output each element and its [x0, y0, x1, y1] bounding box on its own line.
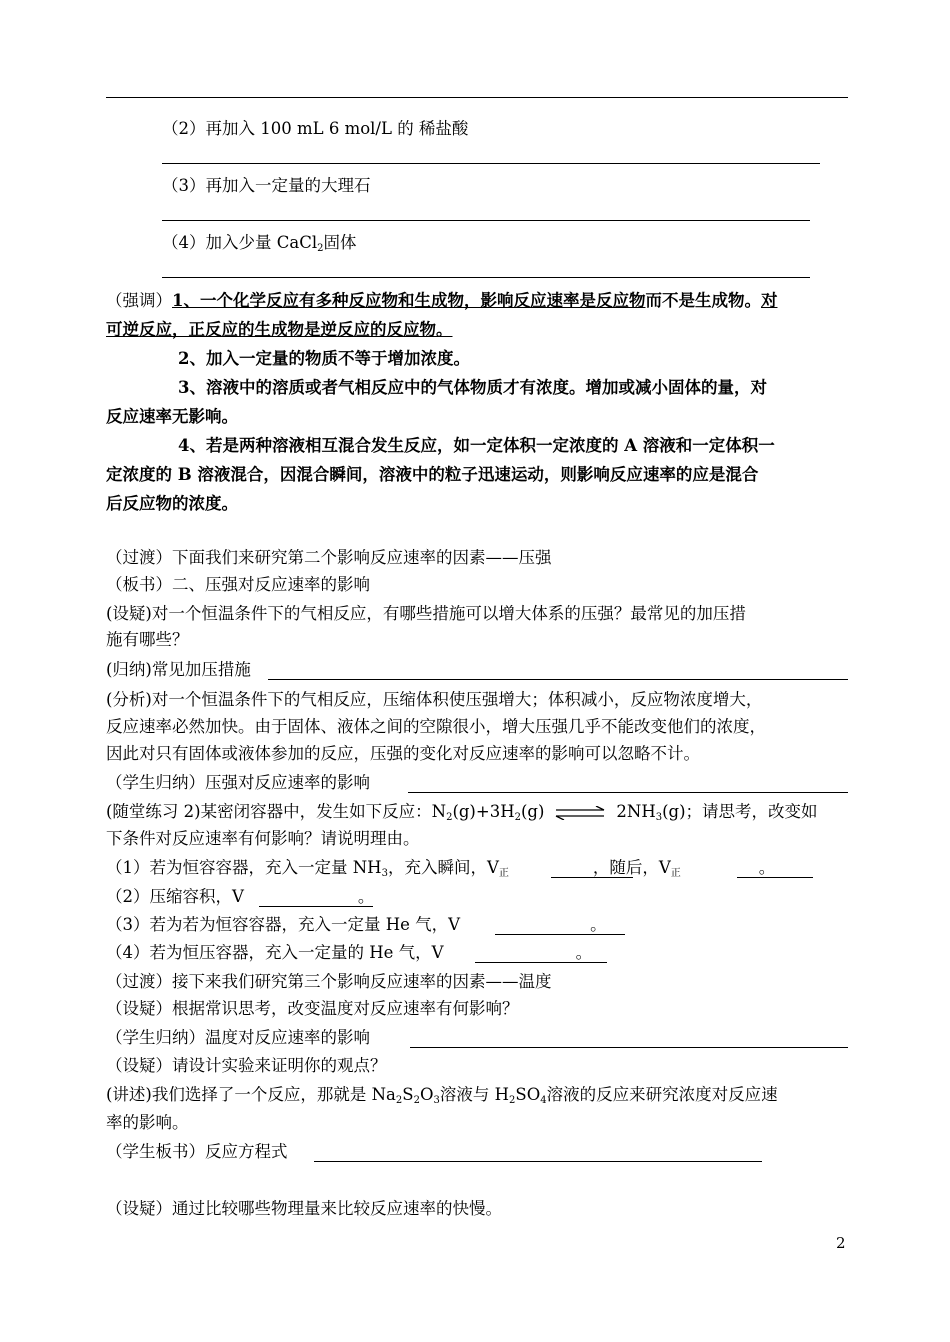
- emphasis-point-2: 2、加入一定量的物质不等于增加浓度。: [178, 349, 470, 368]
- student-summary-temperature-blank[interactable]: [410, 1047, 848, 1048]
- top-rule: [106, 97, 848, 98]
- experiment-question: （设疑）请设计实验来证明你的观点？: [106, 1056, 387, 1075]
- practice-q2: （2）压缩容积，V 。: [106, 887, 375, 906]
- pressure-heading: （板书）二、压强对反应速率的影响: [106, 575, 370, 594]
- student-summary-pressure-blank[interactable]: [408, 792, 848, 793]
- item-4: （4）加入少量 CaCl2固体: [162, 233, 357, 254]
- pressure-analysis-2: 反应速率必然加快。由于固体、液体之间的空隙很小，增大压强几乎不能改变他们的浓度，: [106, 717, 766, 736]
- student-summary-pressure: （学生归纳）压强对反应速率的影响: [106, 773, 370, 792]
- pressure-summary: (归纳)常见加压措施: [106, 660, 251, 679]
- rate-compare-question: （设疑）通过比较哪些物理量来比较反应速率的快慢。: [106, 1199, 502, 1218]
- q1-after-blank[interactable]: [737, 877, 813, 878]
- equation-blank[interactable]: [314, 1161, 762, 1162]
- practice-2-intro-cont: 下条件对反应速率有何影响？请说明理由。: [106, 829, 420, 848]
- q2-blank[interactable]: [259, 906, 373, 907]
- emphasis-point-3: 3、溶液中的溶质或者气相反应中的气体物质才有浓度。增加或减小固体的量，对: [178, 378, 767, 397]
- narration-cont: 率的影响。: [106, 1113, 189, 1132]
- answer-blank-4[interactable]: [162, 277, 810, 278]
- pressure-analysis-3: 因此对只有固体或液体参加的反应，压强的变化对反应速率的影响可以忽略不计。: [106, 744, 700, 763]
- equilibrium-arrow-icon: [554, 806, 606, 820]
- emphasis-point-1: （强调）1、一个化学反应有多种反应物和生成物，影响反应速率是反应物而不是生成物。对: [106, 291, 778, 310]
- emphasis-point-4-cont1: 定浓度的 B 溶液混合，因混合瞬间，溶液中的粒子迅速运动，则影响反应速率的应是混合: [106, 465, 759, 484]
- item-3: （3）再加入一定量的大理石: [162, 176, 371, 195]
- answer-blank-2[interactable]: [162, 163, 820, 164]
- pressure-question: (设疑)对一个恒温条件下的气相反应，有哪些措施可以增大体系的压强？最常见的加压措: [106, 604, 746, 623]
- pressure-question-cont: 施有哪些？: [106, 630, 189, 649]
- practice-q4: （4）若为恒压容器，充入一定量的 He 气，V 。: [106, 943, 593, 962]
- pressure-summary-blank[interactable]: [268, 679, 848, 680]
- student-equation: （学生板书）反应方程式: [106, 1142, 288, 1161]
- pressure-transition: （过渡）下面我们来研究第二个影响反应速率的因素——压强: [106, 548, 552, 567]
- temperature-question: （设疑）根据常识思考，改变温度对反应速率有何影响？: [106, 999, 519, 1018]
- answer-blank-3[interactable]: [162, 220, 810, 221]
- practice-q1: （1）若为恒容容器，充入一定量 NH3，充入瞬间，V正 ，随后，V正 。: [106, 858, 776, 879]
- q1-instant-blank[interactable]: [551, 877, 633, 878]
- q4-blank[interactable]: [475, 962, 607, 963]
- pressure-analysis-1: (分析)对一个恒温条件下的气相反应，压缩体积使压强增大；体积减小，反应物浓度增大，: [106, 690, 763, 709]
- narration: (讲述)我们选择了一个反应，那就是 Na2S2O3溶液与 H2SO4溶液的反应来研究浓度对反应速: [106, 1085, 778, 1106]
- emphasis-point-3-cont: 反应速率无影响。: [106, 407, 238, 426]
- item-2: （2）再加入 100 mL 6 mol/L 的 稀盐酸: [162, 119, 469, 138]
- temperature-transition: （过渡）接下来我们研究第三个影响反应速率的因素——温度: [106, 972, 552, 991]
- emphasis-point-4-cont2: 后反应物的浓度。: [106, 494, 238, 513]
- practice-q3: （3）若为若为恒容容器，充入一定量 He 气，V 。: [106, 915, 607, 934]
- practice-2-intro: (随堂练习 2)某密闭容器中，发生如下反应：N2(g)+3H2(g) 2NH3(g)；请思考，改变如: [106, 802, 818, 823]
- emphasis-point-4: 4、若是两种溶液相互混合发生反应，如一定体积一定浓度的 A 溶液和一定体积一: [178, 436, 775, 455]
- emphasis-point-1-cont: 可逆反应，正反应的生成物是逆反应的反应物。: [106, 320, 453, 339]
- student-summary-temperature: （学生归纳）温度对反应速率的影响: [106, 1028, 370, 1047]
- q3-blank[interactable]: [495, 934, 625, 935]
- page-number: 2: [836, 1234, 846, 1252]
